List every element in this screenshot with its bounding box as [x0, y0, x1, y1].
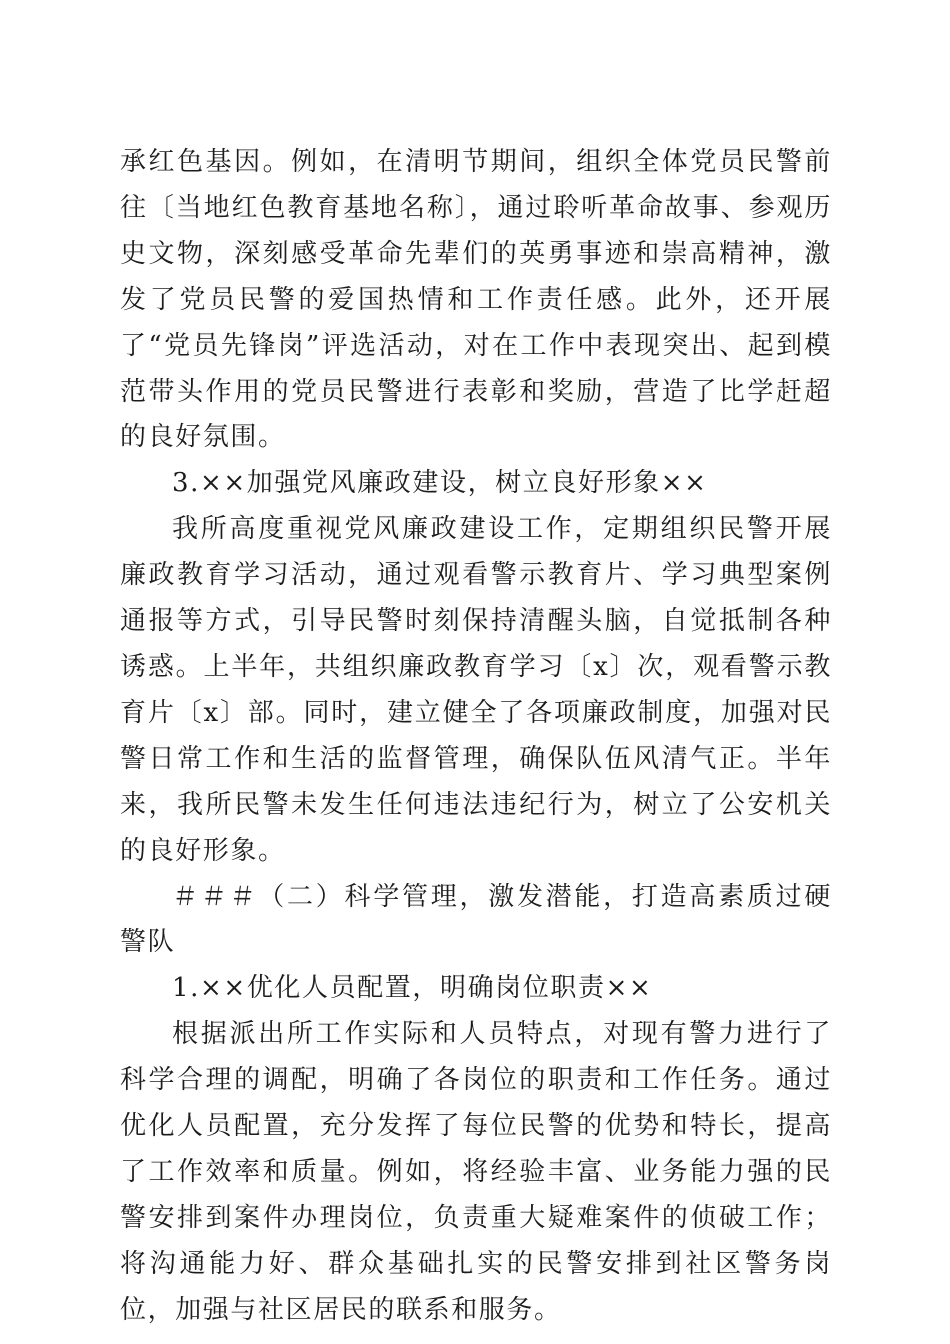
section-heading-scientific-management: ＃＃＃（二）科学管理，激发潜能，打造高素质过硬警队 — [120, 881, 832, 958]
paragraph-clean-governance: 我所高度重视党风廉政建设工作，定期组织民警开展廉政教育学习活动，通过观看警示教育片、学习典型案例通报等方式，引导民警时刻保持清醒头脑，自觉抵制各种诱惑。上半年，共组织廉政教育学习〔x〕次，观看警示教育片〔x〕部。同时，建立健全了各项廉政制度，加强对民警日常工作和生活的监督管理，确保队伍风清气正。半年来，我所民警未发生任何违法违纪行为，树立了公安机关的良好形象。 — [120, 514, 832, 866]
paragraph-staff-allocation: 根据派出所工作实际和人员特点，对现有警力进行了科学合理的调配，明确了各岗位的职责和工作任务。通过优化人员配置，充分发挥了每位民警的优势和特长，提高了工作效率和质量。例如，将经验丰富、业务能力强的民警安排到案件办理岗位，负责重大疑难案件的侦破工作；将沟通能力好、群众基础扎实的民警安排到社区警务岗位，加强与社区居民的联系和服务。 — [120, 1019, 832, 1325]
document-body — [120, 140, 832, 1334]
section-heading-clean-governance: 3.××加强党风廉政建设，树立良好形象×× — [172, 468, 708, 499]
subsection-heading-staff-allocation: 1.××优化人员配置，明确岗位职责×× — [172, 973, 653, 1004]
paragraph-red-gene-activities: 承红色基因。例如，在清明节期间，组织全体党员民警前往〔当地红色教育基地名称〕，通过聆听革命故事、参观历史文物，深刻感受革命先辈们的英勇事迹和崇高精神，激发了党员民警的爱国热情和工作责任感。此外，还开展了“党员先锋岗”评选活动，对在工作中表现突出、起到模范带头作用的党员民警进行表彰和奖励，营造了比学赶超的良好氛围。 — [120, 147, 832, 453]
